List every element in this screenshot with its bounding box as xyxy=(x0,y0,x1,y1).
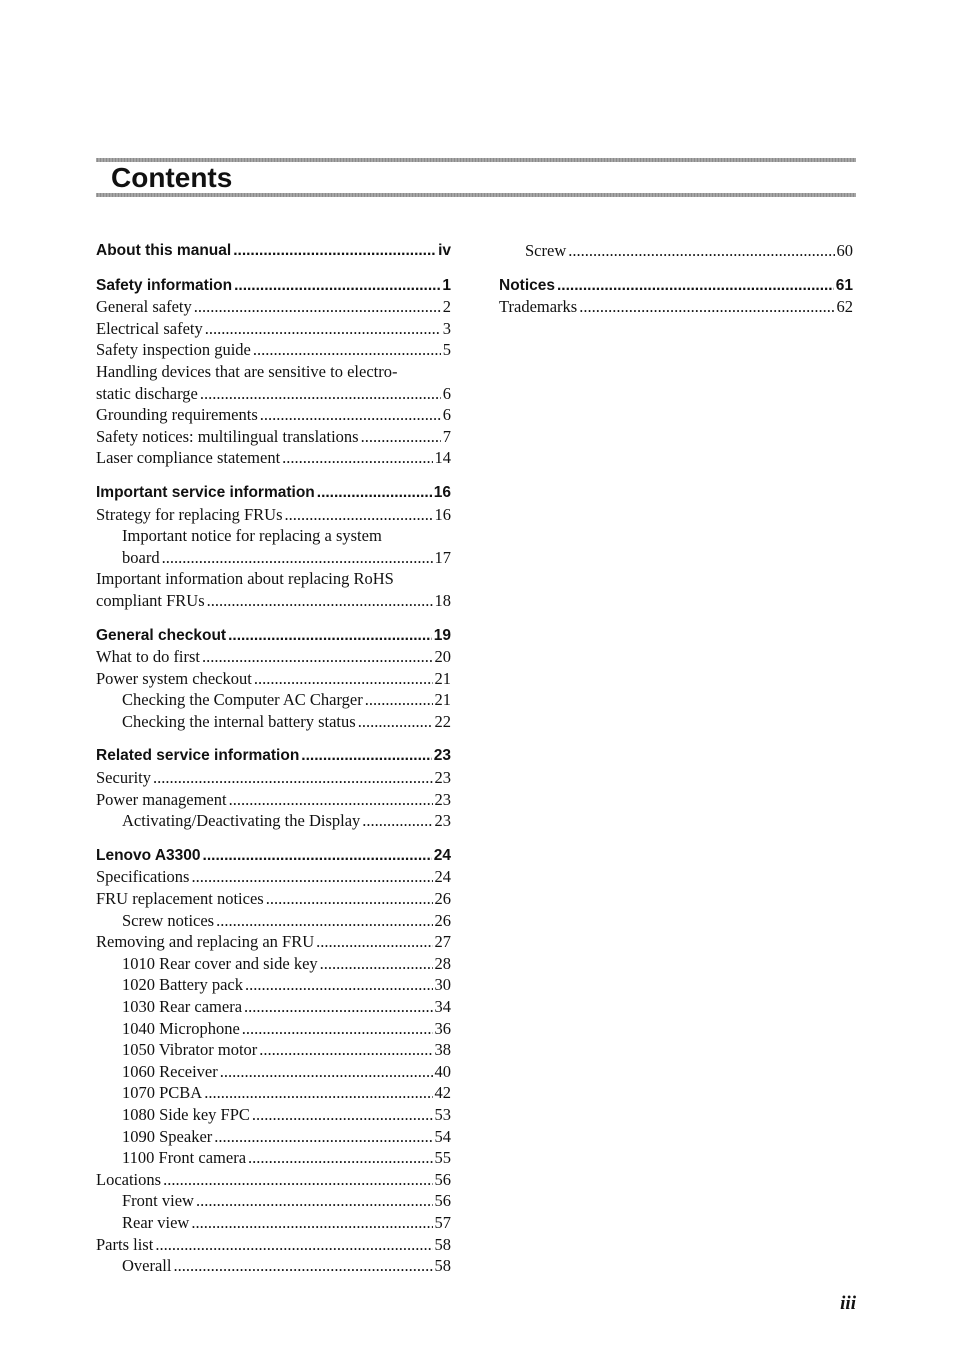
dot-leader xyxy=(153,767,433,789)
toc-entry-title: Electrical safety xyxy=(96,318,203,338)
dot-leader xyxy=(285,504,433,526)
title-rule-bottom xyxy=(96,193,856,197)
toc-chapter-entry[interactable] xyxy=(96,845,451,867)
toc-entry-title: Checking the Computer AC Charger xyxy=(122,690,363,710)
toc-entry-page: 23 xyxy=(434,768,451,788)
dot-leader xyxy=(207,590,433,612)
toc-entry-page: 38 xyxy=(434,1040,451,1060)
toc-entry-title: Locations xyxy=(96,1169,162,1189)
toc-entry-page: 56 xyxy=(434,1191,451,1211)
toc-entry-title: Laser compliance statement xyxy=(96,448,281,468)
toc-entry[interactable] xyxy=(96,318,451,340)
page-title: Contents xyxy=(111,162,233,193)
dot-leader xyxy=(229,789,433,811)
toc-entry-page: 58 xyxy=(434,1256,451,1276)
toc-entry-title: 1040 Microphone xyxy=(122,1018,240,1038)
dot-leader xyxy=(358,711,433,733)
toc-entry-title: Power system checkout xyxy=(96,668,252,688)
dot-leader xyxy=(361,426,441,448)
toc-entry-title: Rear view xyxy=(122,1212,190,1232)
toc-entry-title: 1090 Speaker xyxy=(122,1126,213,1146)
toc-entry-page: 26 xyxy=(434,910,451,930)
toc-entry-title: Power management xyxy=(96,789,227,809)
toc-entry[interactable] xyxy=(96,931,451,953)
toc-entry-page: 24 xyxy=(433,846,451,864)
toc-entry-page: 5 xyxy=(442,340,451,360)
toc-entry-page: 54 xyxy=(434,1126,451,1146)
dot-leader xyxy=(301,745,431,767)
toc-chapter-entry[interactable] xyxy=(96,482,451,504)
toc-entry-page: 16 xyxy=(434,504,451,524)
toc-entry-title: Specifications xyxy=(96,867,190,887)
toc-entry-text-line: Important notice for replacing a system xyxy=(122,526,382,546)
toc-entry-page: 40 xyxy=(434,1061,451,1081)
toc-entry[interactable] xyxy=(96,767,451,789)
dot-leader xyxy=(234,275,440,297)
toc-entry[interactable] xyxy=(96,1018,451,1040)
dot-leader xyxy=(216,910,432,932)
toc-entry-title: Screw xyxy=(525,241,567,260)
toc-entry-page: 56 xyxy=(434,1169,451,1189)
toc-entry-title: Safety information xyxy=(96,276,233,294)
toc-entry-title: Lenovo A3300 xyxy=(96,846,201,864)
toc-entry-page: 34 xyxy=(434,997,451,1016)
dot-leader xyxy=(362,810,432,832)
dot-leader xyxy=(200,383,441,405)
toc-entry-text-line: Important information about replacing RoHS xyxy=(96,569,394,589)
toc-entry-page: 19 xyxy=(433,626,451,644)
toc-entry-title: static discharge xyxy=(96,383,198,403)
toc-entry-page: 3 xyxy=(442,318,451,338)
toc-entry-title: Front view xyxy=(122,1191,194,1211)
toc-entry-page: 1 xyxy=(442,276,451,294)
toc-entry[interactable] xyxy=(96,996,451,1018)
toc-entry-title: 1080 Side key FPC xyxy=(122,1104,250,1124)
toc-entry-title: General checkout xyxy=(96,626,227,644)
toc-entry-page: 23 xyxy=(434,789,451,809)
toc-entry[interactable] xyxy=(96,1169,451,1191)
toc-entry[interactable] xyxy=(96,1104,451,1126)
toc-entry-page: 28 xyxy=(434,953,451,973)
toc-entry-page: 60 xyxy=(836,241,853,260)
dot-leader xyxy=(320,953,433,975)
toc-entry-title: Grounding requirements xyxy=(96,405,258,425)
toc-entry[interactable] xyxy=(96,1147,451,1169)
dot-leader xyxy=(204,1082,432,1104)
toc-chapter-entry[interactable] xyxy=(96,745,451,767)
toc-entry-page: 30 xyxy=(434,975,451,995)
toc-entry-page: 21 xyxy=(434,668,451,688)
toc-entry-title: Parts list xyxy=(96,1234,154,1254)
toc-entry-title: compliant FRUs xyxy=(96,590,205,610)
dot-leader xyxy=(557,275,834,297)
toc-entry-page: 20 xyxy=(434,647,451,667)
toc-left-column xyxy=(96,240,451,1277)
toc-entry[interactable] xyxy=(96,447,451,469)
toc-chapter-entry[interactable] xyxy=(96,625,451,647)
dot-leader xyxy=(254,668,433,690)
toc-entry-title: 1070 PCBA xyxy=(122,1083,203,1103)
dot-leader xyxy=(260,404,441,426)
toc-entry[interactable] xyxy=(96,1039,451,1061)
toc-entry[interactable] xyxy=(96,504,451,526)
dot-leader xyxy=(316,931,432,953)
toc-entry[interactable] xyxy=(96,547,451,569)
toc-entry-page: 6 xyxy=(442,405,451,425)
toc-entry-title: Removing and replacing an FRU xyxy=(96,932,315,952)
toc-entry[interactable] xyxy=(96,1082,451,1104)
toc-entry-page: 62 xyxy=(836,297,853,317)
toc-entry[interactable] xyxy=(96,383,451,405)
toc-entry-title: Overall xyxy=(122,1256,172,1276)
toc-entry-title: FRU replacement notices xyxy=(96,889,264,909)
dot-leader xyxy=(163,1169,432,1191)
toc-entry-title: Checking the internal battery status xyxy=(122,711,356,731)
dot-leader xyxy=(317,482,432,504)
dot-leader xyxy=(233,240,436,262)
toc-entry-title: Safety notices: multilingual translations xyxy=(96,426,359,446)
toc-entry-page: 16 xyxy=(433,483,451,501)
toc-entry-page: iv xyxy=(438,242,451,259)
toc-entry-title: About this manual xyxy=(96,242,232,259)
dot-leader xyxy=(259,1039,432,1061)
dot-leader xyxy=(228,625,432,647)
dot-leader xyxy=(568,240,834,262)
dot-leader xyxy=(282,447,432,469)
dot-leader xyxy=(162,547,433,569)
toc-entry-page: 2 xyxy=(442,297,451,317)
toc-entry-page: 36 xyxy=(434,1018,451,1038)
dot-leader xyxy=(220,1061,433,1083)
toc-entry-page: 6 xyxy=(442,383,451,403)
dot-leader xyxy=(244,996,432,1018)
dot-leader xyxy=(365,689,433,711)
toc-entry[interactable] xyxy=(96,1234,451,1256)
toc-entry-title: 1010 Rear cover and side key xyxy=(122,953,318,973)
toc-entry-title: 1050 Vibrator motor xyxy=(122,1040,258,1060)
toc-entry-page: 24 xyxy=(434,867,451,887)
toc-entry-title: Security xyxy=(96,768,151,788)
toc-entry[interactable] xyxy=(96,953,451,975)
toc-entry-page: 55 xyxy=(434,1148,451,1168)
toc-entry[interactable] xyxy=(96,1126,451,1148)
toc-entry-title: Safety inspection guide xyxy=(96,340,251,360)
toc-entry-title: General safety xyxy=(96,297,192,317)
dot-leader xyxy=(191,866,432,888)
toc-entry[interactable] xyxy=(96,1061,451,1083)
toc-entry[interactable] xyxy=(96,910,451,932)
dot-leader xyxy=(214,1126,432,1148)
toc-entry-title: Trademarks xyxy=(499,297,578,317)
toc-entry-page: 23 xyxy=(434,811,451,831)
dot-leader xyxy=(202,646,432,668)
toc-entry[interactable] xyxy=(96,1190,451,1212)
toc-entry[interactable] xyxy=(96,866,451,888)
dot-leader xyxy=(191,1212,432,1234)
dot-leader xyxy=(196,1190,433,1212)
dot-leader xyxy=(245,974,433,996)
toc-chapter-entry[interactable] xyxy=(499,275,853,297)
toc-entry[interactable] xyxy=(96,810,451,832)
toc-entry-text-line: Handling devices that are sensitive to electro- xyxy=(96,361,398,381)
toc-entry-title: Notices xyxy=(499,276,555,294)
toc-entry-title: Activating/Deactivating the Display xyxy=(122,811,361,831)
toc-entry-page: 26 xyxy=(434,889,451,909)
toc-entry-page: 58 xyxy=(434,1234,451,1254)
toc-entry-page: 14 xyxy=(434,448,451,468)
page-number: iii xyxy=(840,1293,856,1314)
toc-entry[interactable] xyxy=(96,668,451,690)
toc-entry[interactable] xyxy=(96,646,451,668)
toc-entry[interactable] xyxy=(499,240,853,262)
dot-leader xyxy=(242,1018,433,1040)
dot-leader xyxy=(173,1255,432,1277)
toc-entry-title: Related service information xyxy=(96,747,300,765)
toc-entry-page: 61 xyxy=(835,276,853,294)
toc-chapter-entry[interactable] xyxy=(96,240,451,262)
toc-entry-title: 1020 Battery pack xyxy=(122,975,243,995)
toc-entry-page: 42 xyxy=(434,1083,451,1103)
dot-leader xyxy=(266,888,433,910)
toc-entry-page: 23 xyxy=(433,747,451,765)
toc-entry-title: Important service information xyxy=(96,483,315,501)
dot-leader xyxy=(194,296,441,318)
toc-entry-title: board xyxy=(122,547,160,567)
dot-leader xyxy=(253,339,441,361)
toc-entry-page: 18 xyxy=(434,590,451,610)
dot-leader xyxy=(155,1234,432,1256)
toc-entry[interactable] xyxy=(96,1255,451,1277)
toc-entry-title: 1060 Receiver xyxy=(122,1061,218,1081)
toc-entry[interactable] xyxy=(96,789,451,811)
toc-entry[interactable] xyxy=(96,590,451,612)
toc-entry-page: 57 xyxy=(434,1212,451,1232)
dot-leader xyxy=(205,318,441,340)
toc-entry-page: 27 xyxy=(434,932,451,952)
dot-leader xyxy=(248,1147,432,1169)
toc-entry[interactable] xyxy=(96,404,451,426)
toc-entry-title: 1100 Front camera xyxy=(122,1148,247,1168)
toc-entry-title: What to do first xyxy=(96,647,201,667)
toc-entry[interactable] xyxy=(96,1212,451,1234)
toc-entry-page: 53 xyxy=(434,1104,451,1124)
toc-entry-page: 21 xyxy=(434,690,451,710)
toc-entry-title: 1030 Rear camera xyxy=(122,997,243,1016)
toc-entry[interactable] xyxy=(96,689,451,711)
toc-entry[interactable] xyxy=(96,426,451,448)
toc-entry-page: 7 xyxy=(442,426,451,446)
dot-leader xyxy=(579,296,834,318)
toc-entry[interactable] xyxy=(96,339,451,361)
dot-leader xyxy=(252,1104,433,1126)
toc-entry[interactable] xyxy=(499,296,853,318)
toc-entry-title: Screw notices xyxy=(122,910,215,930)
toc-entry[interactable] xyxy=(96,711,451,733)
toc-entry-page: 22 xyxy=(434,711,451,731)
toc-chapter-entry[interactable] xyxy=(96,275,451,297)
toc-entry-page: 17 xyxy=(434,547,451,567)
toc-entry[interactable] xyxy=(96,888,451,910)
toc-entry-title: Strategy for replacing FRUs xyxy=(96,504,283,524)
toc-entry[interactable] xyxy=(96,974,451,996)
toc-entry[interactable] xyxy=(96,296,451,318)
toc-right-column xyxy=(499,240,853,318)
dot-leader xyxy=(203,845,432,867)
